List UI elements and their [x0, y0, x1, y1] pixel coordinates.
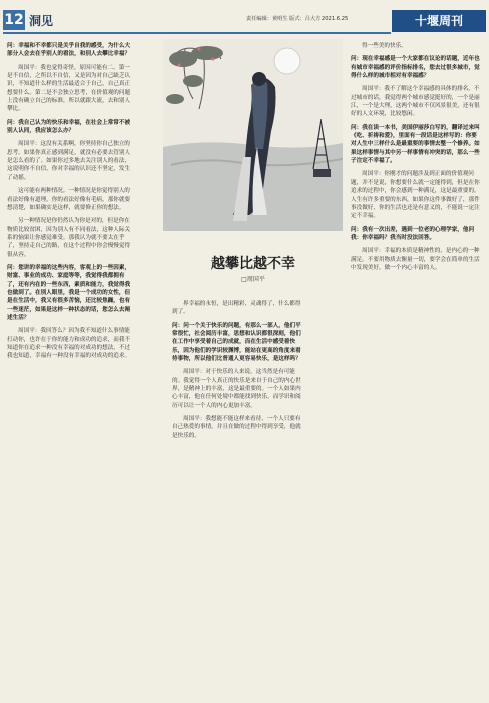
page-header: [0, 0, 489, 40]
section-name: 洞见: [29, 14, 54, 28]
left-column: [7, 42, 134, 698]
article-title: 越攀比越不幸: [211, 256, 295, 272]
answer-paragraph: 这可能有两种情况。一种情况是你觉得别人的看法好像有道理，你的看法好像有毛病，那你就要想清楚，如果确实是这样，就要修正你的想法。: [7, 188, 131, 211]
answer-paragraph: 周国平：你刚才的问题涉及到正面的价值观问题，并不是说，你想要什么就一定能得到，但是在你追求的过程中，你会感到一种满足，这是最重要的。人生有许多重要的东西，如果你这件事做好了，那件事没做好，你的生活也还是有意义的，不能说一定注定不幸福。: [351, 171, 480, 220]
middle-lower-column: [172, 300, 306, 698]
article-illustration: [163, 39, 343, 231]
answer-paragraph: 周国平：幸福的本质是精神性的，是内心的一种满足。不要用物质去衡量一切，要学会在简单的生活中发现美好，做一个内心丰富的人。: [351, 248, 480, 271]
page-number: 12: [4, 12, 24, 28]
answer-paragraph: 界幸福的永恒，是出精彩，灵魂得了，什么都得到了。: [172, 301, 301, 316]
question-paragraph: 问：幸福和不幸都只是关乎自我的感受，为什么大部分人会去在乎别人的看法，和别人去攀比幸福？: [7, 43, 131, 58]
answer-paragraph: 周国平：我想能不能这样来看待，一个人只要有自己热爱的事情，并且在做的过程中得到享受，他就是快乐的。: [172, 416, 301, 439]
question-paragraph: 问：我在读一本书，美国伊丽莎白写的，翻译过来叫《吃、祈祷和爱》，里面有一段话是这样写的：你要对人生中三样什么是最重要的事情去整一个修养。如果这样事情与其中另一样事情有冲突的话，那么一些子注定不幸福了。: [351, 124, 480, 165]
header-rule: [3, 32, 391, 34]
question-paragraph: 问：您讲的幸福的这些内容，客观上的一些因素，财富、事业的成功、家庭等等，我觉得我都拥有了，还有内在的一些东西，素质和能力，我觉得我也做到了。在别人眼里，我是一个成功的女性，但是在生活中，我又有很多苦恼，还比较焦躁，也有一些迷茫，如果是这样一种状态的话，您怎么去阐述生活？: [7, 264, 131, 321]
question-paragraph: 问：现在幸福感是一个大家都在议论的话题，近年也有城市幸福感的评价指标排名，您去过很多城市，觉得什么样的城市相对有幸福感？: [351, 56, 480, 80]
right-column: [351, 42, 482, 698]
question-paragraph: 问：问一个关于快乐的问题，有那么一部人，他们平常很忙，社会阅历丰富，思想和认识都很深刻，他们在工作中享受着自己的成就，而在生活中感受着快乐，因为他们的学识较渊博，能站在更高的角度来看待事物，所以他们比普通人更容易快乐，是这样吗？: [172, 322, 301, 363]
editor-meta: 责任编辑：黄明生 版式：吕大方 2021.6.25: [246, 16, 349, 22]
newspaper-brand: 十堰周刊: [392, 10, 486, 32]
answer-paragraph: 周国平：我回答么？因为我不知道什么事情能打动你，也许在于你的能力和成功的追求，而我不知道你在追求一种没有幸福的对成功的想法，不过我也知道，幸福有一种没有幸福的对成功的追求。: [7, 328, 131, 360]
article-byline: □周国平: [241, 276, 265, 283]
answer-paragraph: 周国平：对于快乐的人来说，这当然是有可能的。我觉得一个人真正的快乐是来自于自己的内心世界，是精神上的丰富，这是最重要的。一个人如果内心丰富，他在任何处境中都能找到快乐，而学识和阅历可以让一个人的内心更加丰富。: [172, 369, 301, 409]
answer-paragraph: 周国平：这没有关系啊，你坚持你自己独立的思考。如果你真正感到满足，就没有必要去管别人是怎么看的了。如果你过多地去关注别人的看法，这说明你不自信，你对幸福的认识还不坚定，发生了动摇。: [7, 141, 131, 181]
answer-paragraph: 周国平：我不了解这个幸福感的具体的排名，不过城市的话，我觉得两个城市感觉挺好的，一个是丽江，一个是大理，这两个城市不仅风景很美，还有很好的人文环境，比较悠闲。: [351, 86, 480, 118]
illustration-svg: [163, 39, 343, 231]
question-paragraph: 问：我自己认为的快乐和幸福，在社会上常常不被别人认同，我应该怎么办？: [7, 119, 131, 135]
answer-paragraph: 周国平：我也觉得奇怪，原因可能有二。第一是不自信，之所以不自信，又是因为对自己缺乏认识，不知道什么样的生活最适合于自己，自己真正想要什么。第二是不会独立思考，在价值观的问题上没有确立自己的标准，所以就跟大流，去和别人攀比。: [7, 64, 131, 113]
answer-paragraph: 另一种情况是你仍然认为你是对的，但是你在物质比较贫困，因为别人有不同看法，这种人际关系的恼果让你感觉难受。那我认为就不要太在乎了，坚持走自己的路，在这个过程中你会慢慢觉得很从容。: [7, 218, 131, 258]
question-paragraph: 问：我有一次出差，遇到一位老的心理学家，他问我：你幸福吗？我当时没法回答。: [351, 226, 475, 241]
answer-paragraph: 得一些美的快乐。: [362, 43, 407, 49]
